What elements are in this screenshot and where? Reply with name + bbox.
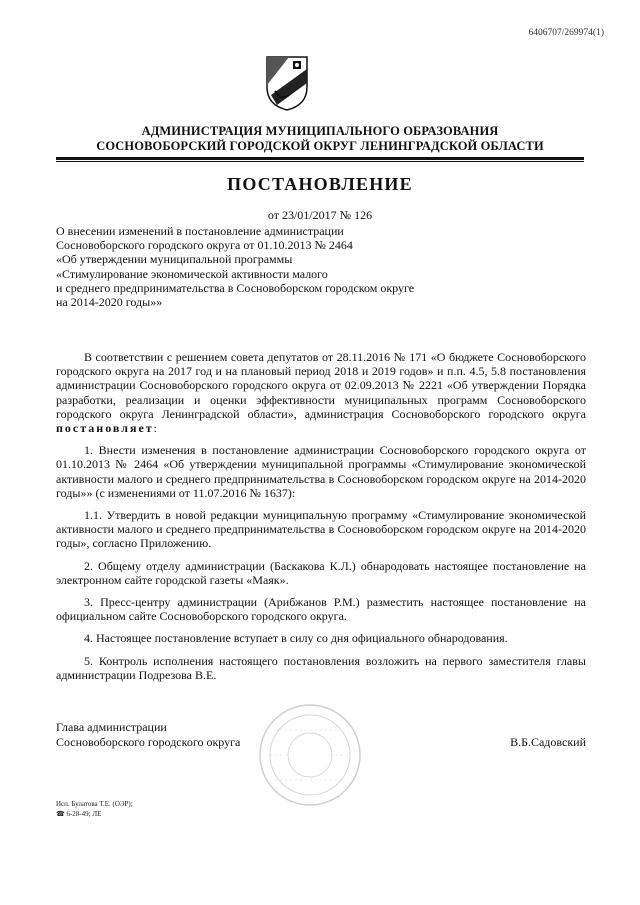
organization-name xyxy=(0,124,640,154)
subject-line: Сосновоборского городского округа от 01.10.2013 № 2464 xyxy=(56,238,353,253)
coat-of-arms-emblem xyxy=(265,55,309,111)
subject-line: «Стимулирование экономической активности малого xyxy=(56,266,328,281)
intro-paragraph xyxy=(56,350,586,435)
executor-line-1: Исп. Булатова Т.Е. (ОЭР); xyxy=(56,800,133,808)
decree-word: постановляет xyxy=(56,421,154,436)
document-title: ПОСТАНОВЛЕНИЕ xyxy=(227,174,413,194)
paragraph-1: 1. Внести изменения в постановление администрации Сосновоборского городского округа от 01.10.2013 № 2464 «Об утверждении муниципальной программы «Стимулирование экономической активности малого и среднего предпринимательства в Сосновоборском городском округе на 2014-2020 годы»» (с изменениями от 11.07.2016 № 1637): xyxy=(56,443,586,500)
signatory-position-line-1: Глава администрации xyxy=(56,720,167,734)
subject-line: на 2014-2020 годы»» xyxy=(56,295,163,310)
decree-colon: : xyxy=(153,421,158,436)
executor-info xyxy=(56,799,133,819)
header-rule-thick xyxy=(56,157,584,160)
subject-line: О внесении изменений в постановление администрации xyxy=(56,224,344,238)
executor-line-2: ☎ 6-28-49; ЛЕ xyxy=(56,810,102,818)
signatory-position xyxy=(56,720,240,749)
paragraph-1-1: 1.1. Утвердить в новой редакции муниципальную программу «Стимулирование экономической активности малого и среднего предпринимательства в Сосновоборском городском округе на 2014-2020 годы», согласно Приложению. xyxy=(56,508,586,551)
paragraph-3: 3. Пресс-центру администрации (Арибжанов Р.М.) разместить настоящее постановление на официальном сайте Сосновоборского городского округа. xyxy=(56,595,586,624)
paragraph-2: 2. Общему отделу администрации (Баскакова К.Л.) обнародовать настоящее постановление на электронном сайте городской газеты «Маяк». xyxy=(56,558,586,587)
signatory-position-line-2: Сосновоборского городского округа xyxy=(56,734,241,749)
org-line-1: АДМИНИСТРАЦИЯ МУНИЦИПАЛЬНОГО ОБРАЗОВАНИЯ xyxy=(141,124,499,138)
subject-line: «Об утверждении муниципальной программы xyxy=(56,252,293,267)
signatory-name: В.Б.Садовский xyxy=(510,735,586,749)
document-date-number: от 23/01/2017 № 126 xyxy=(267,208,373,222)
header-rule-thin xyxy=(56,161,584,162)
document-body xyxy=(56,350,586,682)
intro-text: В соответствии с решением совета депутатов от 28.11.2016 № 171 «О бюджете Сосновоборского городского округа на 2017 год и на плановый период 2018 и 2019 годов» и п.п. 4.5, 5.8 постановления администрации Сосновоборского городского округа от 02.09.2013 № 2221 «Об утверждении Порядка разработки, реализации и оценки эффективности муниципальных программ Сосновоборского городского округа Ленинградской области», администрация Сосновоборского городского округа xyxy=(56,350,586,421)
paragraph-4: 4. Настоящее постановление вступает в силу со дня официального обнародования. xyxy=(84,631,508,646)
paragraph-5: 5. Контроль исполнения настоящего постановления возложить на первого заместителя главы администрации Подрезова В.Е. xyxy=(56,653,586,682)
official-seal-stamp xyxy=(255,700,365,810)
document-subject xyxy=(56,224,456,309)
org-line-2: СОСНОВОБОРСКИЙ ГОРОДСКОЙ ОКРУГ ЛЕНИНГРАДСКОЙ ОБЛАСТИ xyxy=(96,139,544,153)
subject-line: и среднего предпринимательства в Сосновоборском городском округе xyxy=(56,280,415,295)
document-id: 6406707/269974(1) xyxy=(528,28,604,38)
